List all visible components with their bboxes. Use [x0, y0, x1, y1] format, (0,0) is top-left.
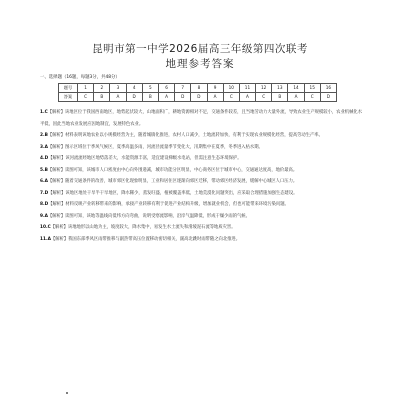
answer-letter: B: [142, 93, 158, 102]
question-number: 8: [191, 84, 207, 93]
answer-letter: A: [110, 93, 126, 102]
explanation-text: 【解析】该地地形以山地为主，坡度较大，降水集中，易发生水土流失和滑坡泥石流等地质灾害。: [50, 225, 236, 230]
page-dot-mark: [66, 392, 68, 394]
question-number: 16: [320, 84, 336, 93]
explanation-number: 8.D: [40, 202, 49, 207]
explanation-list: [40, 107, 362, 245]
answer-letter: A: [239, 93, 255, 102]
explanation-item: [40, 222, 362, 234]
explanation-text: 【解析】读图可知，该城市人口密度由中心向外围递减，城市功能分区明显，中心商务区位于城市中心，交通通达度高，地价最高。: [47, 167, 298, 173]
document-subtitle: 地理参考答案: [165, 58, 235, 70]
row-label-number: 题号: [59, 84, 78, 93]
answer-letter: D: [126, 93, 142, 102]
answer-table: [58, 83, 337, 102]
question-number: 7: [175, 84, 191, 93]
explanation-number: 11.A: [40, 236, 51, 242]
explanation-number: 2.B: [40, 133, 48, 138]
explanation-number: 5.B: [40, 167, 48, 173]
answer-letter: C: [304, 93, 320, 102]
explanation-item: [40, 188, 362, 200]
answer-letter: D: [175, 93, 191, 102]
answer-letter: D: [320, 93, 336, 102]
question-number: 10: [223, 84, 239, 93]
explanation-item: [40, 107, 362, 130]
explanation-number: 7.D: [40, 190, 49, 196]
question-number: 3: [110, 84, 126, 93]
answer-letter: C: [223, 93, 239, 102]
answer-letter: C: [78, 93, 94, 102]
explanation-text: 【解析】随着交通条件的改善，城市郊区化现象明显，工业和居住区逐渐向郊区迁移，带动郊区经济发展，缓解中心城区人口压力。: [47, 179, 298, 184]
question-number: 2: [94, 84, 110, 93]
explanation-text: 【解析】该河流流经地区地势落差大，水能资源丰富，适宜建设梯级水电站，但需注意生态环境保护。: [48, 156, 242, 161]
question-number: 1: [78, 84, 94, 93]
answer-table-answer-row: [59, 93, 337, 102]
explanation-text: 【解析】该地区地处干旱半干旱地区，降水稀少，蒸发旺盛，植被覆盖率低，土地荒漠化问题突出，应采取合理措施加强生态建设。: [48, 190, 298, 196]
explanation-item: [40, 142, 362, 154]
question-number: 13: [272, 84, 288, 93]
answer-letter: C: [256, 93, 272, 102]
question-number: 4: [126, 84, 142, 93]
explanation-number: 3.A: [40, 144, 48, 150]
question-number: 5: [142, 84, 158, 93]
answer-letter: B: [272, 93, 288, 102]
explanation-item: [40, 176, 362, 188]
explanation-number: 1.C: [40, 110, 48, 115]
explanation-number: 6.A: [40, 179, 48, 184]
explanation-number: 9.A: [40, 213, 48, 219]
question-number: 15: [304, 84, 320, 93]
explanation-item: [40, 211, 362, 223]
answer-letter: A: [207, 93, 223, 102]
question-number: 11: [239, 84, 255, 93]
question-number: 9: [207, 84, 223, 93]
explanation-item: [40, 165, 362, 177]
explanation-text: 【解析】材料表明该地农业以小规模经营为主，随着城镇化推进，农村人口减少，土地流转加快，有利于实现农业规模化经营，提高劳动生产率。: [47, 133, 323, 138]
explanation-text: 【解析】该地区位于我国西南地区，地势起伏较大，山地面积广，耕地资源相对不足，交通条件较差，且当地劳动力大量外流，导致农业生产规模较小，农业机械化水平低，因此当地农业发展应因地制宜，发展特色农业。: [40, 110, 362, 127]
answer-letter: A: [158, 93, 174, 102]
answer-table-number-row: [59, 84, 337, 93]
explanation-text: 【解析】我国东部季风区雨带推移与副热带高压位置移动密切相关，副高北跳时雨带随之向北推进。: [50, 236, 240, 242]
answer-letter: A: [288, 93, 304, 102]
explanation-item: [40, 234, 362, 246]
explanation-item: [40, 130, 362, 142]
explanation-text: 【解析】材料反映产业转移带来的影响，承接产业转移有利于促进产业结构升级，增加就业机会，但也可能带来环境污染问题。: [48, 202, 289, 207]
question-number: 6: [158, 84, 174, 93]
explanation-text: 【解析】图示区域位于季风气候区，夏季高温多雨，河流径流量季节变化大，汛期集中在夏季，冬季进入枯水期。: [47, 144, 263, 150]
explanation-item: [40, 199, 362, 211]
question-number: 12: [256, 84, 272, 93]
explanation-number: 10.C: [40, 225, 51, 230]
answer-letter: D: [191, 93, 207, 102]
row-label-answer: 答案: [59, 93, 78, 102]
section-heading: 一、选择题（16题，每题3分，共48分）: [40, 75, 120, 80]
answer-letter: B: [94, 93, 110, 102]
question-number: 14: [288, 84, 304, 93]
explanation-text: 【解析】读图可知，该地等温线向低纬方向弯曲，说明受寒流影响，沿岸气温降低，形成干燥少雨的气候。: [47, 213, 250, 219]
explanation-number: 4.D: [40, 156, 49, 161]
document-title: 昆明市第一中学2026届高三年级第四次联考: [92, 43, 308, 55]
explanation-item: [40, 153, 362, 165]
